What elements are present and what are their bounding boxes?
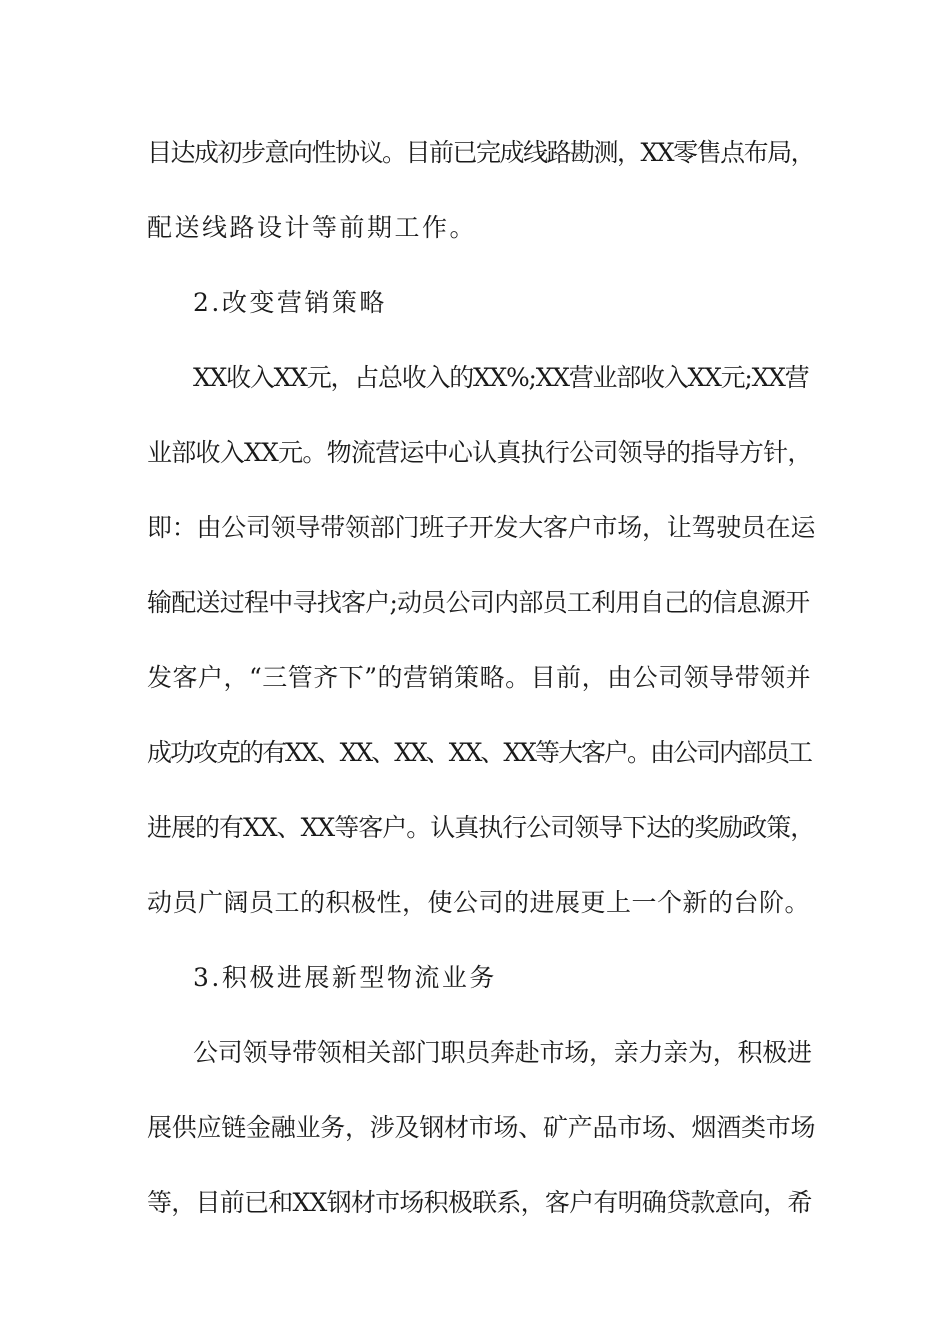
- section-heading: 3.积极进展新型物流业务: [193, 963, 497, 992]
- paragraph-line: 进展的有XX、XX等客户。认真执行公司领导下达的奖励政策，: [147, 813, 815, 842]
- paragraph-line: 输配送过程中寻找客户;动员公司内部员工利用自己的信息源开: [147, 588, 810, 617]
- paragraph-line: 即：由公司领导带领部门班子开发大客户市场，让驾驶员在运: [147, 513, 816, 542]
- paragraph-line: 目达成初步意向性协议。目前已完成线路勘测，XX零售点布局，: [147, 138, 815, 167]
- paragraph-line: 发客户，“三管齐下”的营销策略。目前，由公司领导带领并: [147, 663, 812, 692]
- paragraph-line: 业部收入XX元。物流营运中心认真执行公司领导的指导方针，: [147, 438, 812, 467]
- section-heading: 2.改变营销策略: [193, 288, 387, 317]
- paragraph-line: 动员广阔员工的积极性，使公司的进展更上一个新的台阶。: [147, 888, 811, 917]
- paragraph-line: 等，目前已和XX钢材市场积极联系，客户有明确贷款意向，希: [147, 1188, 812, 1217]
- paragraph-line: 成功攻克的有XX、XX、XX、XX、XX等大客户。由公司内部员工: [147, 738, 811, 767]
- paragraph-line: 展供应链金融业务，涉及钢材市场、矿产品市场、烟酒类市场: [147, 1113, 816, 1142]
- paragraph-line: XX收入XX元，占总收入的XX%;XX营业部收入XX元;XX营: [193, 363, 809, 392]
- paragraph-line: 公司领导带领相关部门职员奔赴市场，亲力亲为，积极进: [193, 1038, 812, 1067]
- paragraph-line: 配送线路设计等前期工作。: [147, 213, 478, 242]
